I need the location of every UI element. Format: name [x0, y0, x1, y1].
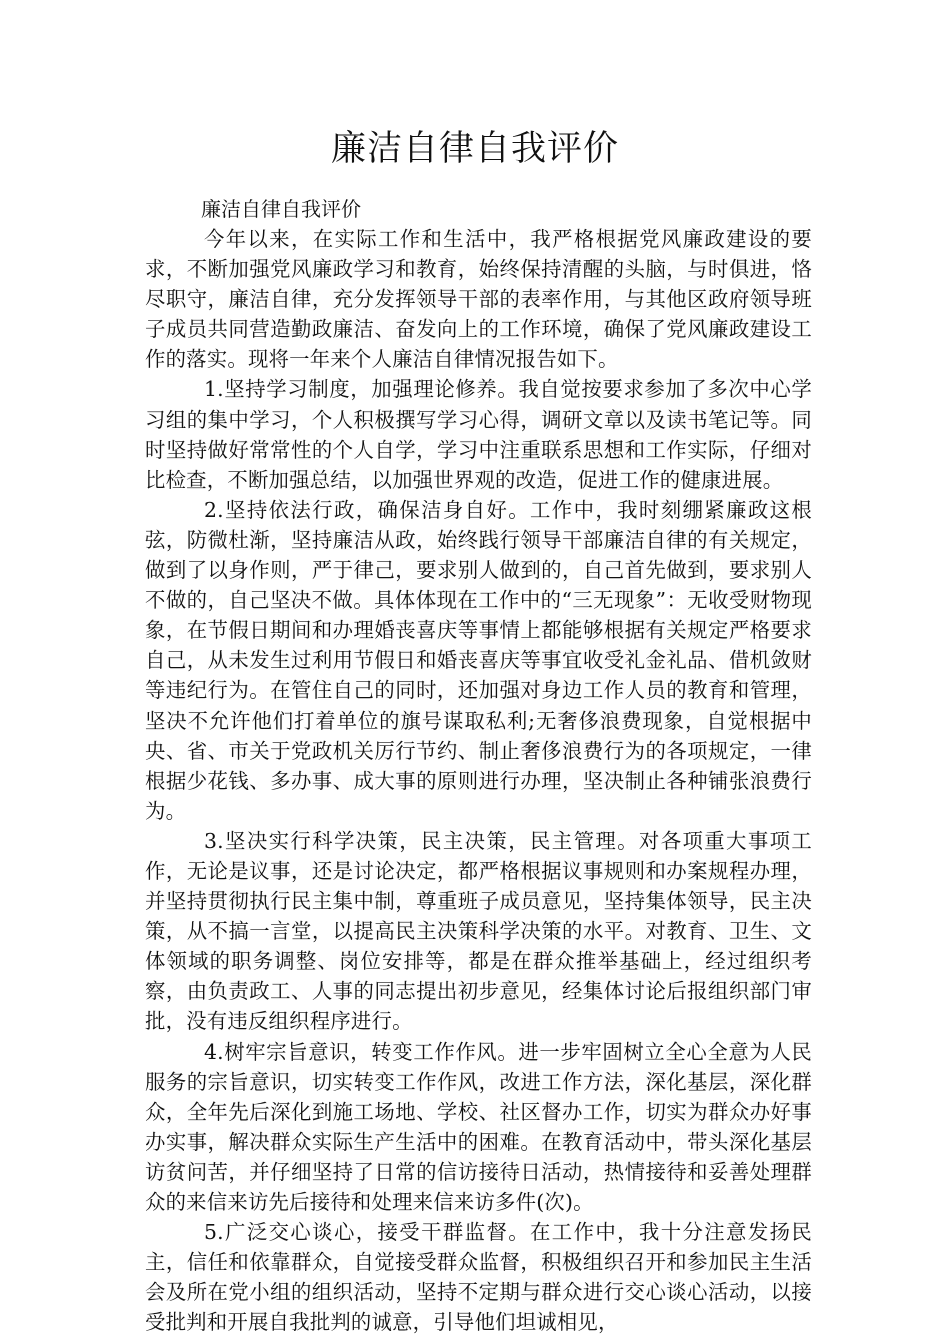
paragraph-1: 1.坚持学习制度，加强理论修养。我自觉按要求参加了多次中心学习组的集中学习，个人积极撰写学习心得，调研文章以及读书笔记等。同时坚持做好常常性的个人自学，学习中注重联系思想和工作实际，仔细对比检查，不断加强总结，以加强世界观的改造，促进工作的健康进展。 [145, 377, 812, 492]
paragraph-3: 3.坚决实行科学决策，民主决策，民主管理。对各项重大事项工作，无论是议事，还是讨论决定，都严格根据议事规则和办案规程办理，并坚持贯彻执行民主集中制，尊重班子成员意见，坚持集体领导，民主决策，从不搞一言堂，以提高民主决策科学决策的水平。对教育、卫生、文体领域的职务调整、岗位安排等，都是在群众推举基础上，经过组织考察，由负责政工、人事的同志提出初步意见，经集体讨论后报组织部门审批，没有违反组织程序进行。 [145, 828, 812, 1034]
paragraph-2: 2.坚持依法行政，确保洁身自好。工作中，我时刻绷紧廉政这根弦，防微杜渐，坚持廉洁从政，始终践行领导干部廉洁自律的有关规定，做到了以身作则，严于律己，要求别人做到的，自己首先做到，要求别人不做的，自己坚决不做。具体体现在工作中的“三无现象”：无收受财物现象，在节假日期间和办理婚丧喜庆等事情上都能够根据有关规定严格要求自己，从未发生过利用节假日和婚丧喜庆等事宜收受礼金礼品、借机敛财等违纪行为。在管住自己的同时，还加强对身边工作人员的教育和管理，坚决不允许他们打着单位的旗号谋取私利;无奢侈浪费现象，自觉根据中央、省、市关于党政机关厉行节约、制止奢侈浪费行为的各项规定，一律根据少花钱、多办事、成大事的原则进行办理，坚决制止各种铺张浪费行为。 [145, 497, 812, 823]
paragraph-4: 4.树牢宗旨意识，转变工作作风。进一步牢固树立全心全意为人民服务的宗旨意识，切实转变工作作风，改进工作方法，深化基层，深化群众，全年先后深化到施工场地、学校、社区督办工作，切实为群众办好事办实事，解决群众实际生产生活中的困难。在教育活动中，带头深化基层访贫问苦，并仔细坚持了日常的信访接待日活动，热情接待和妥善处理群众的来信来访先后接待和处理来信来访多件(次)。 [145, 1039, 812, 1214]
document-title: 廉洁自律自我评价 [330, 129, 619, 169]
paragraph-intro: 今年以来，在实际工作和生活中，我严格根据党风廉政建设的要求，不断加强党风廉政学习和教育，始终保持清醒的头脑，与时俱进，恪尽职守，廉洁自律，充分发挥领导干部的表率作用，与其他区政府领导班子成员共同营造勤政廉洁、奋发向上的工作环境，确保了党风廉政建设工作的落实。现将一年来个人廉洁自律情况报告如下。 [145, 227, 812, 372]
paragraph-5: 5.广泛交心谈心，接受干群监督。在工作中，我十分注意发扬民主，信任和依靠群众，自觉接受群众监督，积极组织召开和参加民主生活会及所在党小组的组织活动，坚持不定期与群众进行交心谈心活动，以接受批判和开展自我批判的诚意，引导他们坦诚相见， [145, 1220, 812, 1335]
document-body [145, 194, 812, 1337]
document-subtitle: 廉洁自律自我评价 [201, 197, 361, 221]
